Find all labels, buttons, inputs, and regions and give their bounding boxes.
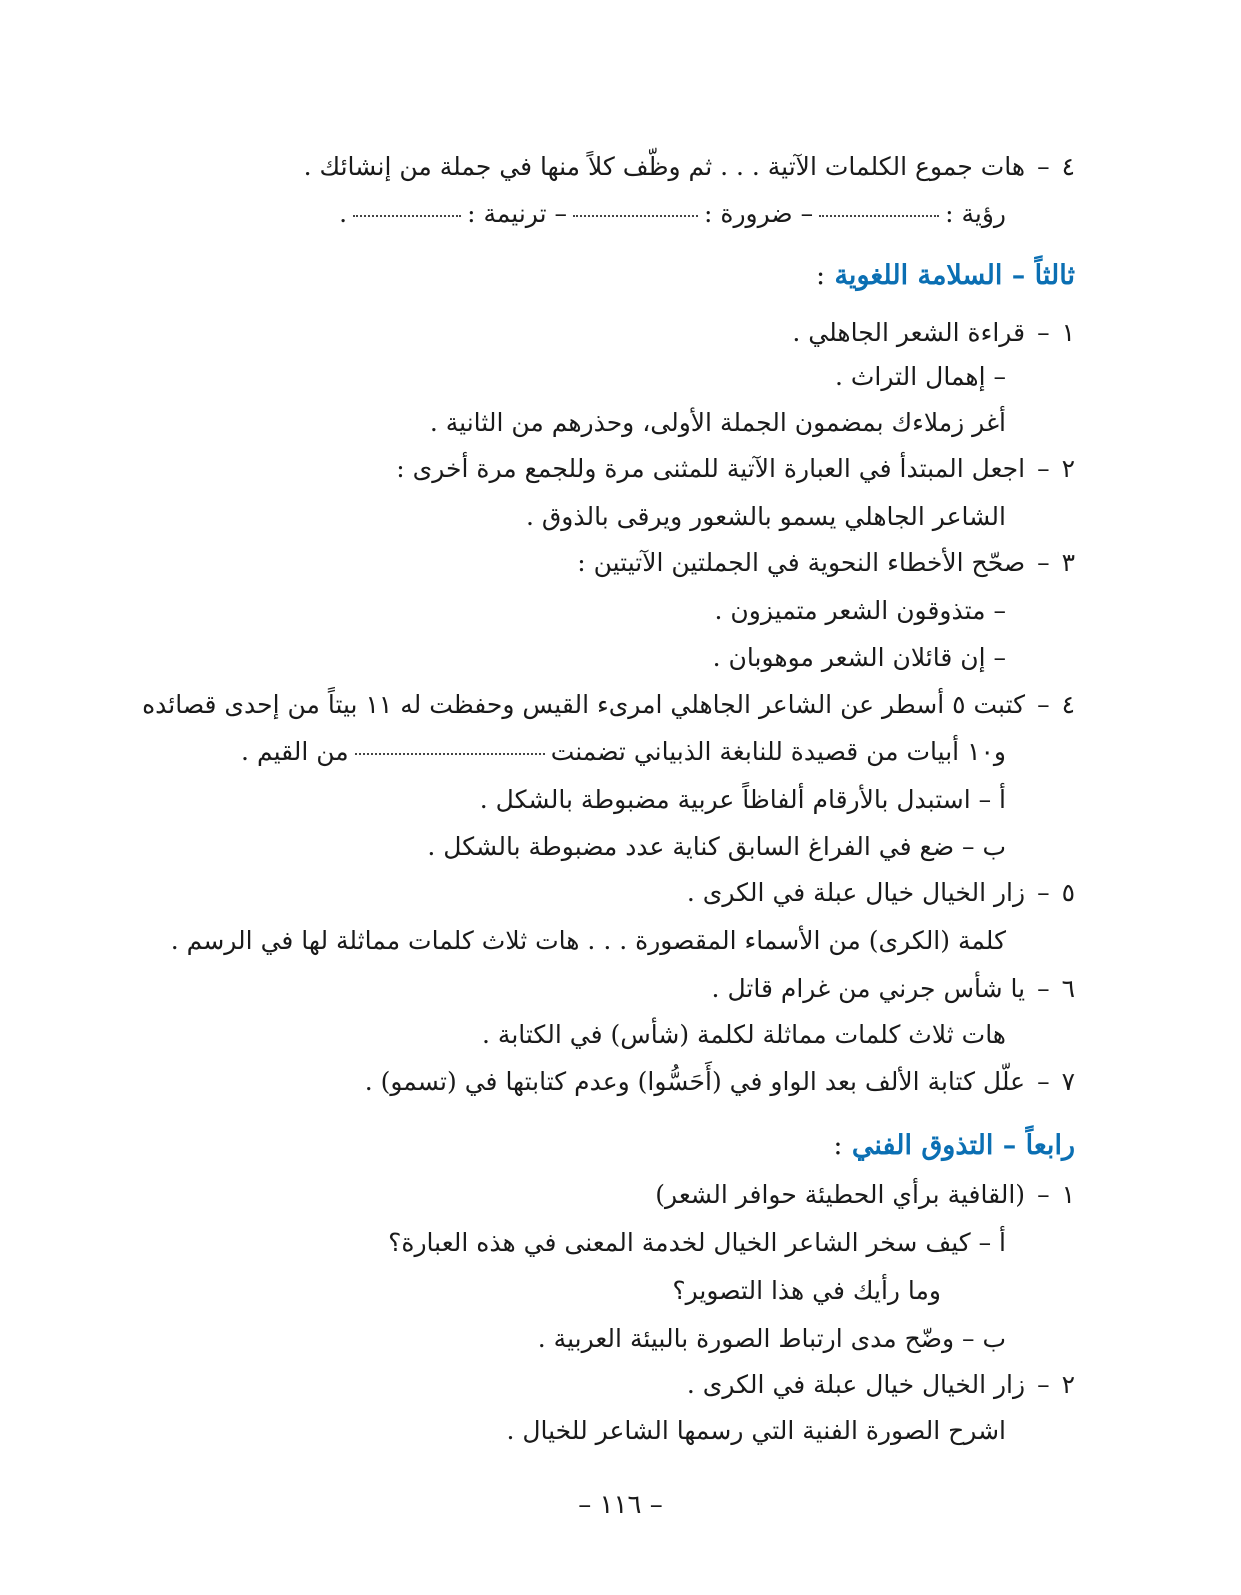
exercise-item-5: ٥–زار الخيال خيال عبلة في الكرى .: [686, 878, 1075, 907]
exercise-item-6-note: هات ثلاث كلمات مماثلة لكلمة (شأس) في الكتابة .: [482, 1020, 1006, 1049]
item-text: هات جموع الكلمات الآتية . . . ثم وظّف كلاً منها في جملة من إنشائك .: [303, 152, 1026, 181]
exercise-item-2: ٢–اجعل المبتدأ في العبارة الآتية للمثنى مرة وللجمع مرة أخرى :: [396, 454, 1075, 483]
appreciation-item-1-part-a-cont: وما رأيك في هذا التصوير؟: [672, 1276, 941, 1305]
page-number: – ١١٦ –: [578, 1490, 663, 1520]
exercise-item-7: ٧–علّل كتابة الألف بعد الواو في (أَحَسُّوا) وعدم كتابتها في (تسمو) .: [364, 1067, 1075, 1096]
exercise-item-3: ٣–صحّح الأخطاء النحوية في الجملتين الآتيتين :: [577, 548, 1075, 577]
exercise-item-4: ٤–كتبت ٥ أسطر عن الشاعر الجاهلي امرىء القيس وحفظت له ١١ بيتاً من إحدى قصائده: [142, 690, 1075, 719]
exercise-item-1-sub: – إهمال التراث .: [834, 362, 1006, 391]
blank-line[interactable]: [353, 215, 461, 217]
word-darura: – ضرورة :: [704, 199, 814, 228]
word-ruya: رؤية :: [945, 199, 1006, 228]
blank-line[interactable]: [355, 753, 545, 755]
appreciation-item-2-note: اشرح الصورة الفنية التي رسمها الشاعر للخيال .: [506, 1416, 1006, 1445]
appreciation-item-1-part-b: ب – وضّح مدى ارتباط الصورة بالبيئة العربية .: [537, 1324, 1006, 1353]
exercise-item-4-part-a: أ – استبدل بالأرقام ألفاظاً عربية مضبوطة بالشكل .: [479, 785, 1006, 814]
blank-line[interactable]: [819, 215, 939, 217]
exercise-item-1: ١–قراءة الشعر الجاهلي .: [792, 318, 1075, 347]
heading-title: رابعاً – التذوق الفني: [851, 1130, 1075, 1161]
exercise-item-4-continuation: و١٠ أبيات من قصيدة للنابغة الذبياني تضمنتمن القيم .: [241, 737, 1006, 766]
exercise-item-2-quote: الشاعر الجاهلي يسمو بالشعور ويرقى بالذوق .: [525, 502, 1006, 531]
exercise-item-4-plurals: ٤–هات جموع الكلمات الآتية . . . ثم وظّف كلاً منها في جملة من إنشائك .: [303, 152, 1075, 181]
appreciation-item-1: ١–(القافية برأي الحطيئة حوافر الشعر): [655, 1180, 1075, 1209]
section-heading-linguistic-accuracy: ثالثاً – السلامة اللغوية :: [815, 260, 1075, 291]
item-number: ٤: [1061, 152, 1075, 181]
exercise-item-6: ٦–يا شأس جرني من غرام قاتل .: [711, 974, 1075, 1003]
exercise-item-4-part-b: ب – ضع في الفراغ السابق كناية عدد مضبوطة بالشكل .: [427, 832, 1006, 861]
appreciation-item-1-part-a: أ – كيف سخر الشاعر الخيال لخدمة المعنى في هذه العبارة؟: [388, 1228, 1006, 1257]
appreciation-item-2: ٢–زار الخيال خيال عبلة في الكرى .: [686, 1370, 1075, 1399]
section-heading-artistic-appreciation: رابعاً – التذوق الفني :: [833, 1130, 1075, 1161]
heading-title: ثالثاً – السلامة اللغوية: [834, 260, 1075, 291]
exercise-item-3-sentence-1: – متذوقون الشعر متميزون .: [714, 596, 1006, 625]
exercise-item-1-note: أغر زملاءك بمضمون الجملة الأولى، وحذرهم من الثانية .: [429, 408, 1006, 437]
plurals-word-blanks: رؤية :– ضرورة :– ترنيمة :.: [339, 199, 1006, 228]
blank-line[interactable]: [573, 215, 698, 217]
exercise-item-5-note: كلمة (الكرى) من الأسماء المقصورة . . . هات ثلاث كلمات مماثلة لها في الرسم .: [170, 926, 1006, 955]
word-tarnima: – ترنيمة :: [467, 199, 568, 228]
exercise-item-3-sentence-2: – إن قائلان الشعر موهوبان .: [712, 643, 1006, 672]
